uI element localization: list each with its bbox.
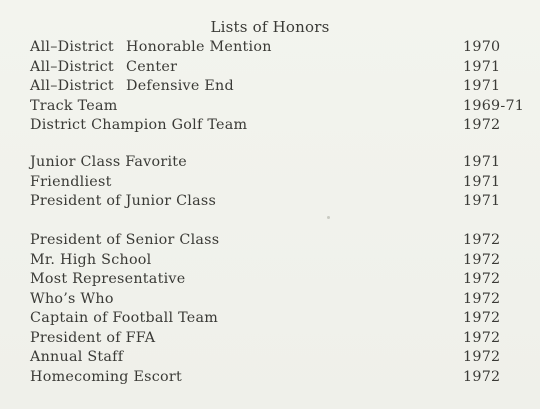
honor-row <box>30 309 530 329</box>
honors-group-athletics <box>30 38 530 136</box>
honor-row <box>30 192 530 212</box>
honor-year: 1971 <box>463 154 501 170</box>
honor-row <box>30 348 530 368</box>
honor-row <box>30 329 530 349</box>
honor-row <box>30 231 530 251</box>
honor-label: Mr. High School <box>30 251 152 268</box>
honor-year: 1972 <box>463 232 501 248</box>
honor-year: 1972 <box>463 117 501 133</box>
honor-year: 1972 <box>463 368 501 385</box>
honor-label: All–District Center <box>30 58 114 78</box>
honor-label: Captain of Football Team <box>30 310 219 326</box>
honor-label: Track Team <box>30 97 118 114</box>
honor-row <box>30 153 530 173</box>
honor-row <box>30 290 530 310</box>
honor-row <box>30 77 530 97</box>
honor-year: 1970 <box>463 39 501 55</box>
honor-year: 1972 <box>463 349 501 365</box>
honor-year: 1971 <box>463 193 501 209</box>
honor-year: 1972 <box>463 271 501 287</box>
honor-label: Most Representative <box>30 271 186 287</box>
honor-row <box>30 368 530 388</box>
honor-label: All–District Defensive End <box>30 77 114 97</box>
honors-group-senior <box>30 231 530 387</box>
honor-label: All–District Honorable Mention <box>30 38 114 58</box>
honor-year: 1972 <box>463 329 501 346</box>
honor-year: 1972 <box>463 310 501 326</box>
honor-year: 1969-71 <box>463 97 525 114</box>
honor-label: Annual Staff <box>30 349 124 365</box>
honor-detail: Defensive End <box>126 78 234 94</box>
honor-label: Junior Class Favorite <box>30 154 187 170</box>
page-title: Lists of Honors <box>210 18 330 36</box>
honor-row <box>30 251 530 271</box>
honor-detail: Center <box>126 58 178 75</box>
honor-label: District Champion Golf Team <box>30 117 248 133</box>
honor-row <box>30 116 530 136</box>
honor-year: 1971 <box>463 78 501 94</box>
honor-year: 1971 <box>463 173 501 190</box>
honor-row <box>30 97 530 117</box>
honor-label: President of FFA <box>30 329 156 346</box>
honor-label: Who’s Who <box>30 290 114 307</box>
honor-year: 1972 <box>463 290 501 307</box>
honor-row <box>30 270 530 290</box>
honor-label: President of Junior Class <box>30 193 217 209</box>
honor-row <box>30 38 530 58</box>
honor-detail: Honorable Mention <box>126 39 272 55</box>
honor-row <box>30 58 530 78</box>
honor-label: Homecoming Escort <box>30 368 182 385</box>
paper-speck <box>327 216 330 219</box>
honor-year: 1972 <box>463 251 501 268</box>
honors-group-junior <box>30 153 530 212</box>
honor-row <box>30 173 530 193</box>
honor-label: Friendliest <box>30 173 112 190</box>
honor-label: President of Senior Class <box>30 232 220 248</box>
honor-year: 1971 <box>463 58 501 75</box>
